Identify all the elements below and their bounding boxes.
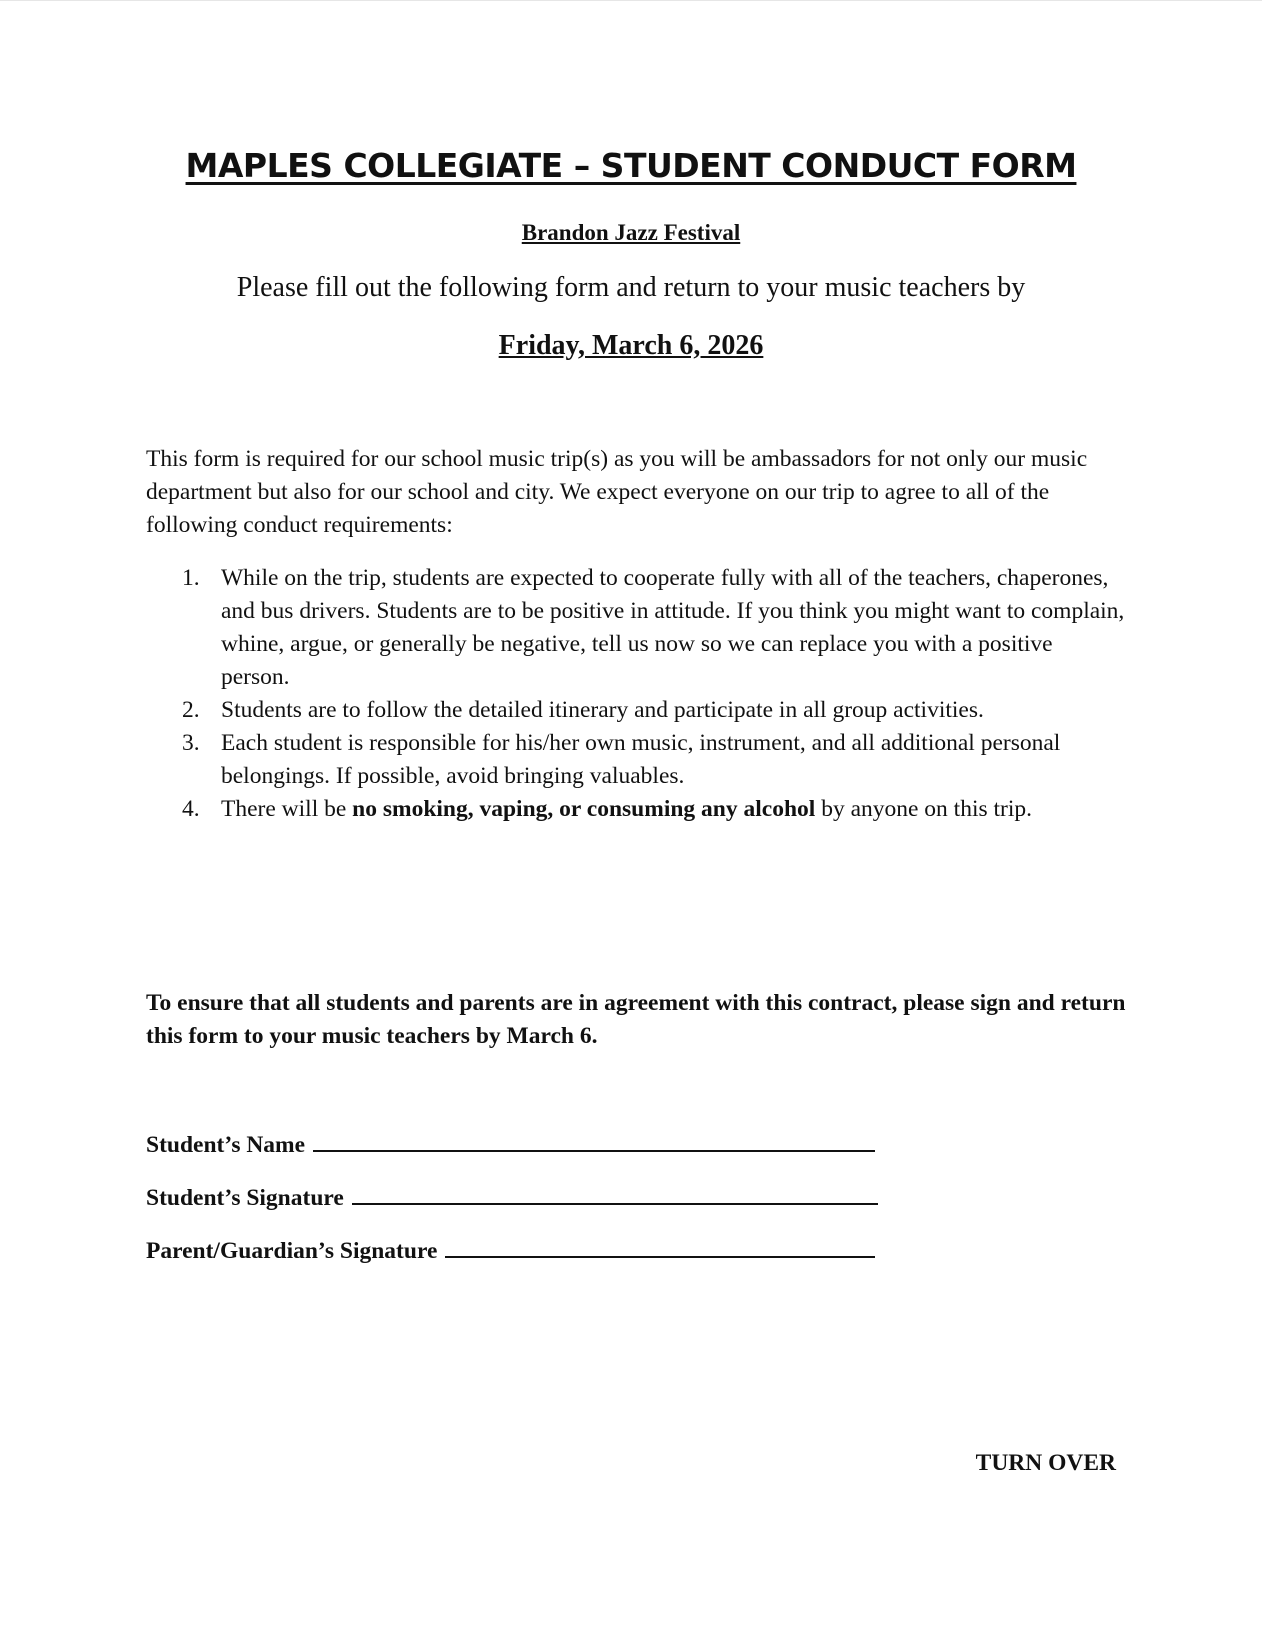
parent-signature-line bbox=[146, 1236, 875, 1265]
student-name-field[interactable] bbox=[313, 1130, 875, 1152]
student-name-label: Student’s Name bbox=[146, 1132, 306, 1158]
rule-item bbox=[146, 793, 1126, 826]
rule-item bbox=[146, 727, 1126, 793]
event-name: Brandon Jazz Festival bbox=[521, 220, 741, 245]
rule-number: 1. bbox=[182, 565, 200, 591]
rule-item bbox=[146, 562, 1126, 694]
agreement-statement: To ensure that all students and parents are in agreement with this contract, please sign and return this form to your music teachers by March 6. bbox=[146, 990, 1126, 1049]
student-signature-label: Student’s Signature bbox=[146, 1185, 344, 1211]
parent-signature-label: Parent/Guardian’s Signature bbox=[146, 1238, 438, 1264]
intro-paragraph: This form is required for our school music trip(s) as you will be ambassadors for not only our music department but also for our school and city. We expect everyone on our trip to agree to all of the following conduct requirements: bbox=[146, 446, 1088, 538]
parent-signature-field[interactable] bbox=[445, 1236, 875, 1258]
rule-text: While on the trip, students are expected to cooperate fully with all of the teachers, chaperones, and bus drivers. Students are to be positive in attitude. If you think you might want to complain, whine, argue, or generally be negative, tell us now so we can replace you with a positive person. bbox=[221, 565, 1125, 690]
rule-number: 2. bbox=[182, 697, 200, 723]
rule-item bbox=[146, 694, 1126, 727]
turn-over-note: TURN OVER bbox=[975, 1450, 1116, 1476]
rule-number: 4. bbox=[182, 796, 200, 822]
top-border bbox=[0, 0, 1262, 1]
rule-text-before: There will be bbox=[221, 796, 353, 822]
student-signature-field[interactable] bbox=[352, 1183, 878, 1205]
form-title: MAPLES COLLEGIATE – STUDENT CONDUCT FORM bbox=[185, 146, 1077, 185]
rule-text-after: by anyone on this trip. bbox=[815, 796, 1033, 822]
conduct-rules-list bbox=[146, 562, 1126, 826]
rule-text: Each student is responsible for his/her own music, instrument, and all additional personal belongings. If possible, avoid bringing valuables. bbox=[221, 730, 1061, 789]
rule-text: Students are to follow the detailed itinerary and participate in all group activities. bbox=[221, 697, 984, 723]
return-instruction: Please fill out the following form and return to your music teachers by bbox=[236, 272, 1026, 303]
student-signature-line bbox=[146, 1183, 878, 1212]
deadline-date: Friday, March 6, 2026 bbox=[498, 330, 764, 361]
rule-text-bold: no smoking, vaping, or consuming any alcohol bbox=[352, 796, 816, 822]
rule-number: 3. bbox=[182, 730, 200, 756]
student-name-line bbox=[146, 1130, 875, 1159]
